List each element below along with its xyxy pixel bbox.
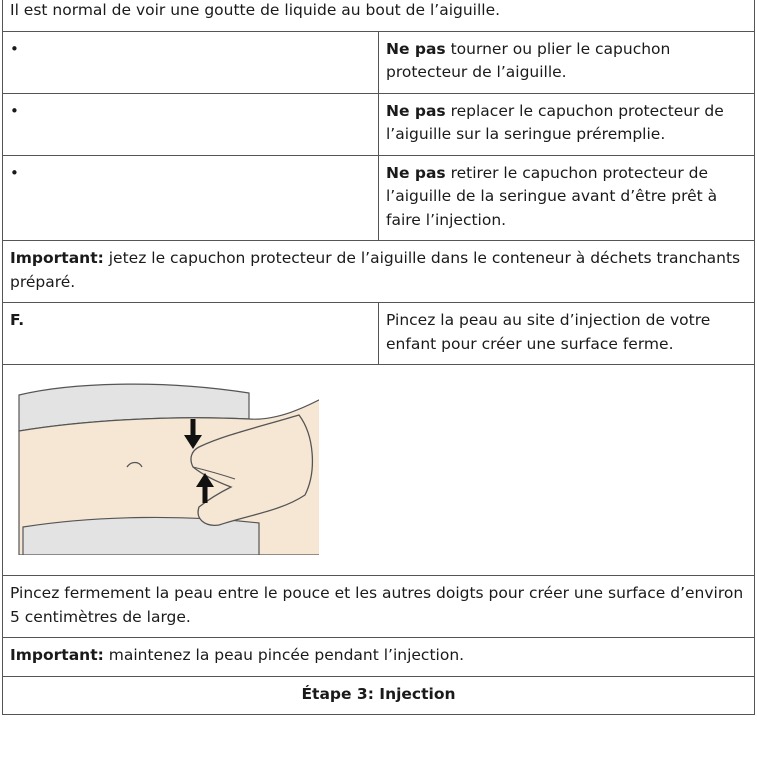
table-row [3, 241, 755, 303]
important-note-1 [3, 241, 755, 303]
step3-title: Étape 3: Injection [3, 676, 755, 715]
step-label: F. [10, 311, 25, 329]
table-row [3, 365, 755, 576]
table-row [3, 0, 755, 31]
important-label: Important: [10, 646, 104, 664]
bullet-cell [3, 31, 379, 93]
important-text: jetez le capuchon protecteur de l’aiguille dans le conteneur à déchets tranchants préparé. [10, 249, 741, 291]
step-label-cell [3, 303, 379, 365]
bullet-mark: • [10, 39, 19, 58]
warning-cell-3 [379, 155, 755, 241]
table-row [3, 576, 755, 638]
table-row [3, 676, 755, 715]
table-row [3, 93, 755, 155]
bullet-cell [3, 93, 379, 155]
bullet-mark: • [10, 101, 19, 120]
table-row [3, 155, 755, 241]
table-row [3, 31, 755, 93]
table-row [3, 303, 755, 365]
pinch-instruction: Pincez fermement la peau entre le pouce et les autres doigts pour créer une surface d’environ 5 centimètres de large. [3, 576, 755, 638]
warning-text: replacer le capuchon protecteur de l’aiguille sur la seringue préremplie. [386, 101, 724, 143]
instructions-table [2, 0, 755, 715]
warning-text: tourner ou plier le capuchon protecteur de l’aiguille. [386, 39, 671, 81]
skin-pinch-illustration [9, 375, 319, 555]
bullet-cell [3, 155, 379, 241]
bullet-mark: • [10, 163, 19, 182]
warning-cell-2 [379, 93, 755, 155]
table-row [3, 638, 755, 677]
important-note-2 [3, 638, 755, 677]
warning-bold: Ne pas [386, 163, 446, 182]
warning-bold: Ne pas [386, 101, 446, 120]
drop-note: Il est normal de voir une goutte de liquide au bout de l’aiguille. [3, 0, 755, 31]
warning-cell-1 [379, 31, 755, 93]
important-text: maintenez la peau pincée pendant l’injection. [103, 646, 465, 664]
warning-bold: Ne pas [386, 39, 446, 58]
illustration-cell [3, 365, 755, 576]
step-text-cell: Pincez la peau au site d’injection de votre enfant pour créer une surface ferme. [379, 303, 755, 365]
important-label: Important: [10, 249, 104, 267]
warning-text: retirer le capuchon protecteur de l’aiguille de la seringue avant d’être prêt à faire l’injection. [386, 163, 718, 229]
